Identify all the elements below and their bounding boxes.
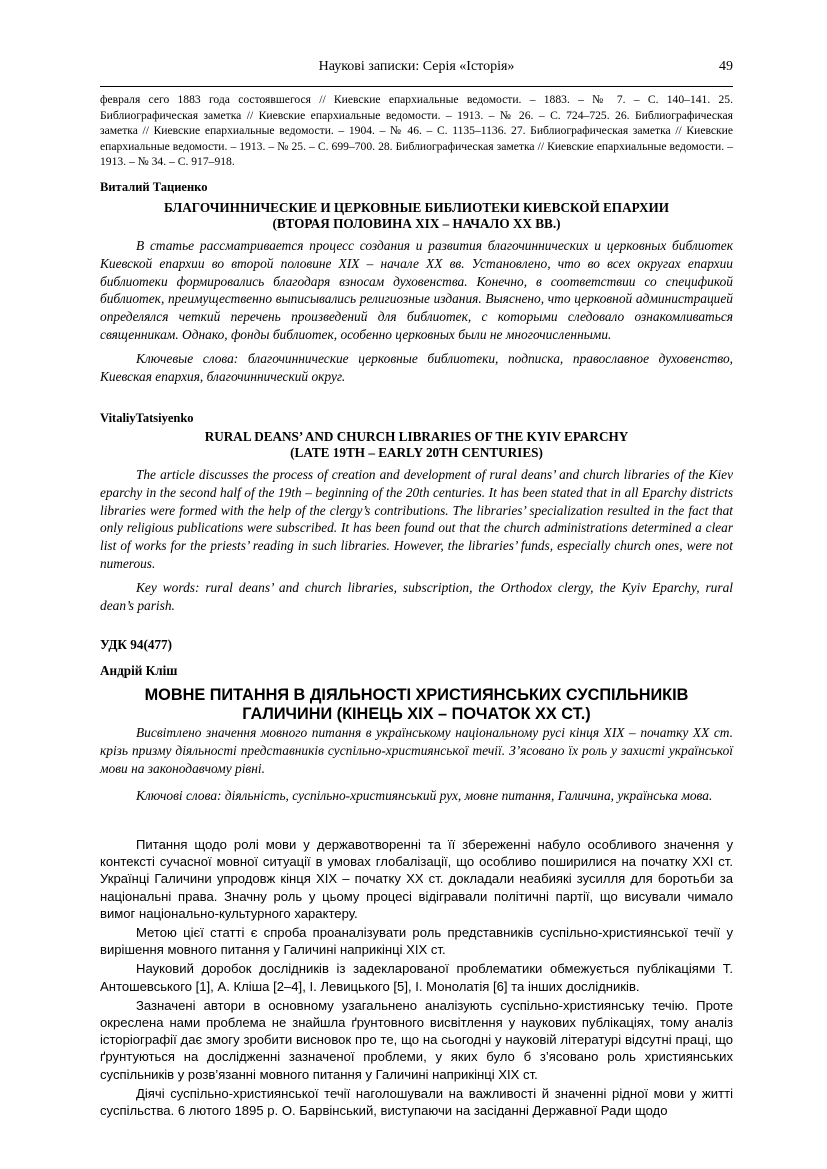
summary-en [100, 411, 733, 426]
body-paragraph: Метою цієї статті є спроба проаналізувати роль представників суспільно-християнської течії у вирішення мовного питання у Галичині наприкінці ХІХ ст. [100, 925, 733, 958]
summary-ru [100, 180, 733, 195]
summary-ru-abstract: В статье рассматривается процесс создания и развития благочиннических и церковных библиотек Киевской епархии во второй половине XIX – начале XX вв. Установлено, что во всех округах епархии библиотеки формировались благодаря взносам духовенства. Конечно, в соответствии со спецификой библиотек, преимущественно выписывались религиозные издания. Выяснено, что церковной администрацией определялся четкий перечень произведений для библиотек, с которыми следовало ознакомливаться священникам. Однако, фонды библиотек, особенно церковных были не многочисленными. [100, 238, 733, 342]
reference-item: 26. Библиографическая заметка // Киевские епархиальные ведомости. – 1904. – № 46. – С. 1135–1136. [100, 108, 733, 137]
summary-ru-keywords: Ключевые слова: благочиннические церковные библиотеки, подписка, православное духовенство, Киевская епархия, благочиннический округ. [100, 350, 733, 384]
summary-ru-title-line2: (ВТОРАЯ ПОЛОВИНА XIX – НАЧАЛО XX ВВ.) [272, 216, 561, 231]
article-udk-block [100, 637, 733, 653]
summary-en-keywords: Key words: rural deans’ and church libraries, subscription, the Orthodox clergy, the Kyiv Eparchy, rural dean’s parish. [100, 579, 733, 613]
article-keywords: Ключові слова: діяльність, суспільно-християнський рух, мовне питання, Галичина, українська мова. [136, 788, 713, 804]
summary-ru-title [100, 200, 733, 232]
summary-en-title-line1: RURAL DEANS’ AND CHURCH LIBRARIES OF THE KYIV EPARCHY [204, 429, 629, 444]
article-title [100, 686, 733, 724]
references-tail [100, 92, 733, 170]
article-author: Андрій Кліш [100, 663, 178, 678]
article-udk: УДК 94(477) [100, 637, 173, 652]
journal-title: Наукові записки: Серія «Історія» [318, 59, 515, 74]
body-paragraph: Питання щодо ролі мови у державотворенні та її збереженні набуло особливого значення у контексті сучасної мовної ситуації в умовах глобалізації, що особливо поширилися на початку ХХІ ст. Українці Галичини упродовж кінця ХІХ – початку ХХ ст. докладали неабиякі зусилля для боротьби за національні права. Значну роль у цьому процесі відігравали політичні партії, що висували чимало вимог національно-культурного характеру. [100, 837, 733, 921]
summary-en-author: VitaliyTatsiyenko [100, 411, 194, 425]
summary-en-title [100, 429, 733, 461]
article-title-line1: МОВНЕ ПИТАННЯ В ДІЯЛЬНОСТІ ХРИСТИЯНСЬКИХ СУСПІЛЬНИКІВ [144, 686, 689, 704]
summary-ru-body [100, 237, 733, 385]
article-body [100, 836, 733, 1119]
article-abstract: Висвітлено значення мовного питання в українському національному русі кінця ХІХ – початку ХХ ст. крізь призму діяльності представників суспільно-християнської течії. З’ясовано їх роль у захисті української мови на законодавчому рівні. [100, 725, 733, 776]
page-number: 49 [719, 59, 733, 74]
reference-item: 25. Библиографическая заметка // Киевские епархиальные ведомости. – 1913. – № 26. – С. 724–725. [100, 93, 733, 122]
running-head [100, 59, 733, 81]
article-abstract-block [100, 724, 733, 805]
summary-ru-author: Виталий Тациенко [100, 180, 208, 194]
reference-item: 27. Библиографическая заметка // Киевские епархиальные ведомости. – 1913. – № 25. – С. 699–700. [100, 124, 734, 153]
body-paragraph: Науковий доробок дослідників із задекларованої проблематики обмежується публікаціями Т. Антошевського [1], А. Кліша [2–4], І. Левицького [5], І. Монолатія [6] та інших дослідників. [100, 961, 733, 994]
body-paragraph: Зазначені автори в основному узагальнено аналізують суспільно-християнську течію. Проте окреслена нами проблема не знайшла ґрунтовного висвітлення у наукових публікаціях, тому аналіз історіографії дає змогу зробити висновок про те, що на сьогодні у науковій літературі відсутні праці, що ґрунтуються на дослідженні зазначеної проблеми, у яких було б з’ясовано роль християнських суспільників у розв’язанні мовного питання у Галичині наприкінці ХІХ ст. [100, 997, 733, 1082]
reference-item: 28. Библиографическая заметка // Киевские епархиальные ведомости. – 1913. – № 34. – С. 917–918. [100, 139, 733, 168]
summary-en-abstract: The article discusses the process of creation and development of rural deans’ and church libraries of the Kiev eparchy in the second half of the 19th – beginning of the 20th centuries. It has been stated that in all Eparchy districts libraries were formed with the help of the clergy’s contributions. The libraries’ specialization resulted in the fact that only religious publications were subscribed. It has been found out that the church administrations determined a clear list of works for the priests’ reading in such libraries. However, the libraries’ funds, especially church ones, were not numerous. [100, 467, 733, 571]
summary-ru-title-line1: БЛАГОЧИННИЧЕСКИЕ И ЦЕРКОВНЫЕ БИБЛИОТЕКИ КИЕВСКОЙ ЕПАРХИИ [164, 200, 669, 215]
summary-en-title-line2: (LATE 19TH – EARLY 20TH CENTURIES) [290, 445, 543, 460]
article-title-line2: ГАЛИЧИНИ (КІНЕЦЬ ХІХ – ПОЧАТОК ХХ СТ.) [242, 705, 591, 723]
summary-en-body [100, 466, 733, 614]
header-rule [100, 86, 733, 87]
body-paragraph: Діячі суспільно-християнської течії наголошували на важливості й значенні рідної мови у житті суспільства. 6 лютого 1895 р. О. Барвінський, виступаючи на засіданні Державної Ради щодо [100, 1085, 733, 1119]
article-author-block [100, 663, 733, 679]
reference-item: февраля сего 1883 года состоявшегося // Киевские епархиальные ведомости. – 1883. – № 7. – С. 140–141. [100, 93, 719, 106]
